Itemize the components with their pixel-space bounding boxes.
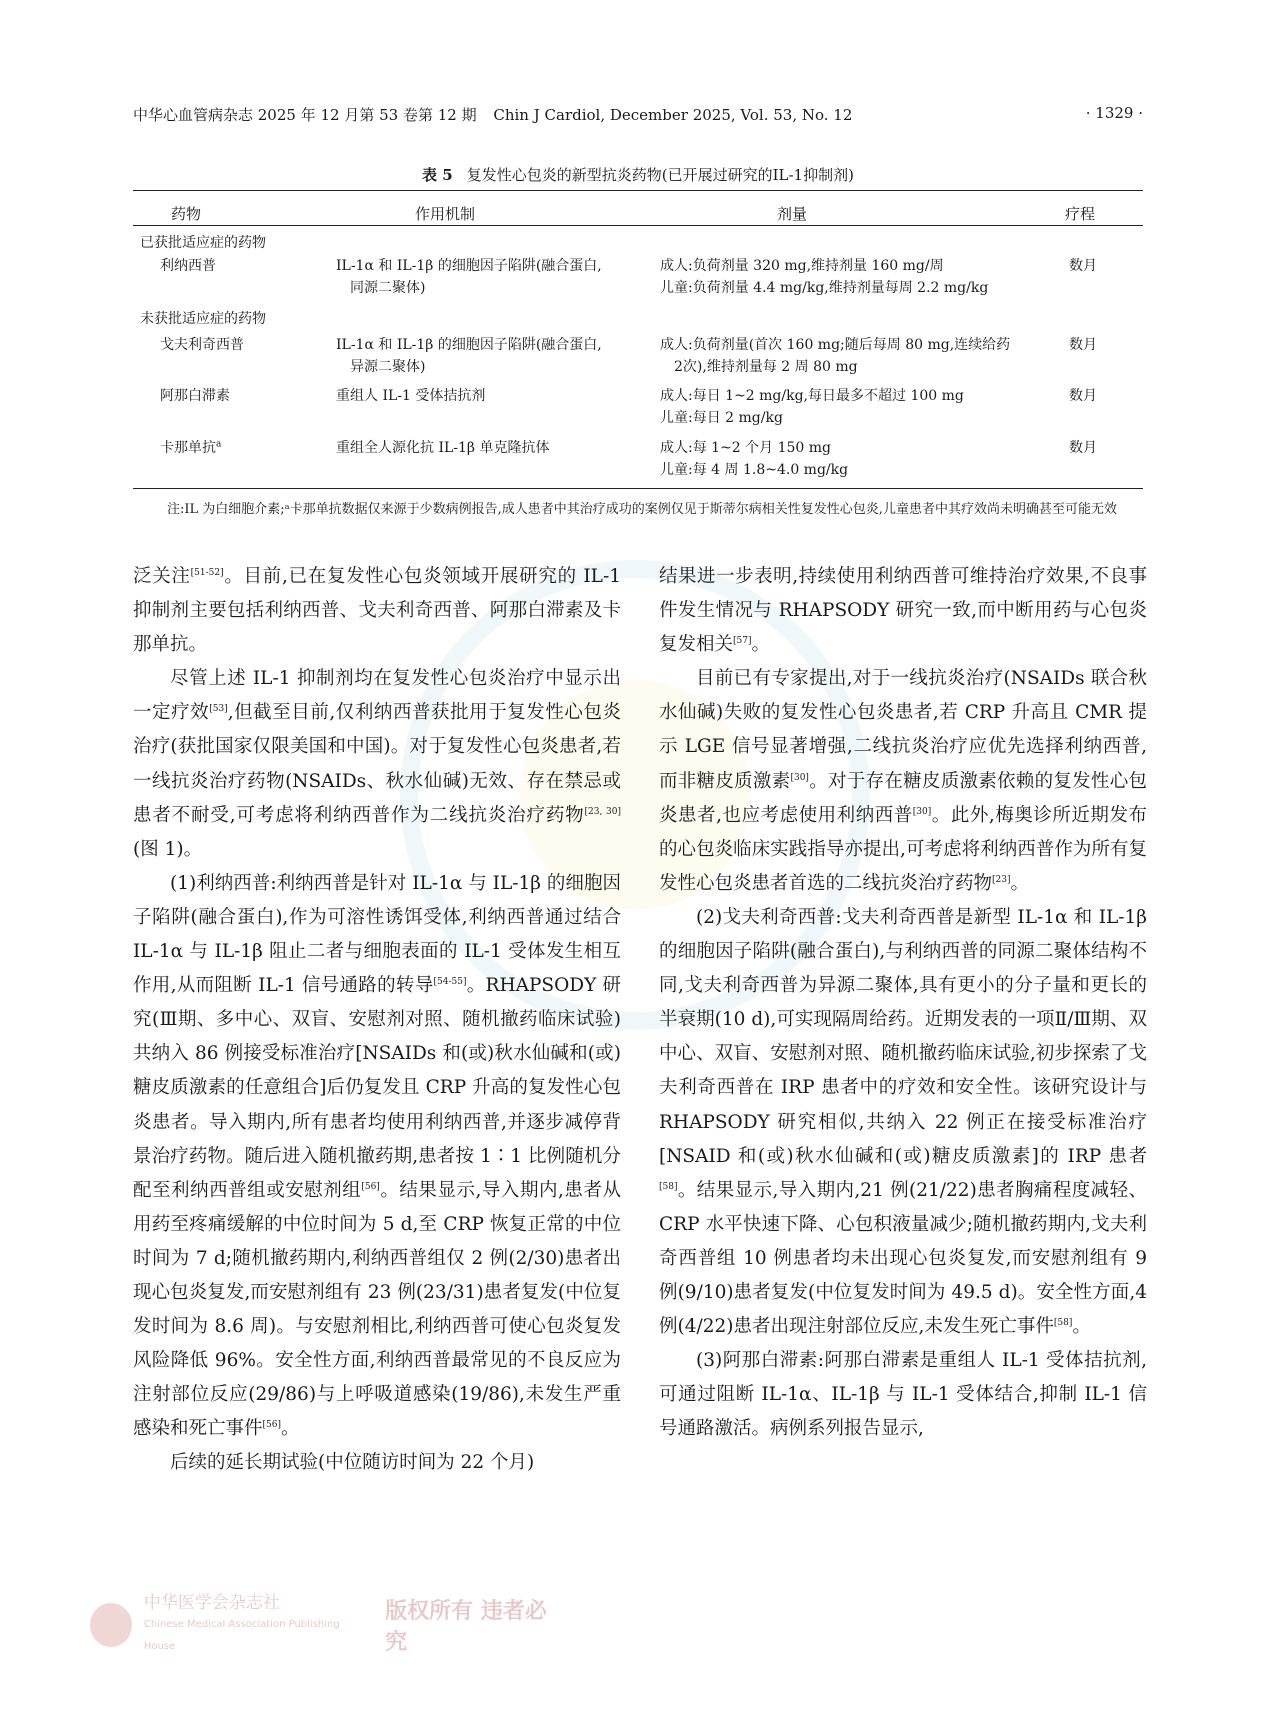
text-run: 泛关注 bbox=[133, 566, 191, 587]
body-column-left bbox=[133, 560, 621, 1481]
publisher-name-cn: 中华医学会杂志社 bbox=[143, 1593, 280, 1613]
page-number: · 1329 · bbox=[1085, 104, 1143, 122]
dose-line: 儿童:每日 2 mg/kg bbox=[660, 410, 783, 426]
citation: [30] bbox=[912, 806, 932, 817]
publisher-name bbox=[144, 1592, 363, 1658]
text-run: 。结果显示,导入期内,21 例(21/22)患者胸痛程度减轻、CRP 水平快速下降、心包积液量减少;随机撤药期内,戈夫利奇西普组 10 例患者均未出现心包炎复发,而安慰剂组有 9 例(9/10)患者复发(中位复发时间为 49.5 d)。安全性方面,4 例(4/22)患者出现注射部位反应,未发生死亡事件 bbox=[659, 1179, 1147, 1338]
category-approved: 已获批适应症的药物 bbox=[140, 235, 266, 251]
paragraph bbox=[659, 662, 1147, 901]
dose-line: 成人:负荷剂量 320 mg,维持剂量 160 mg/周 bbox=[660, 258, 944, 274]
table-cell-mechanism bbox=[336, 437, 656, 459]
mechanism-line: 重组全人源化抗 IL-1β 单克隆抗体 bbox=[336, 440, 550, 456]
text-run: 尽管上述 IL-1 抑制剂均在复发性心包炎治疗中显示出一定疗效 bbox=[133, 668, 621, 724]
citation: [58] bbox=[659, 1181, 678, 1192]
table-caption bbox=[133, 164, 1143, 185]
col-header-course: 疗程 bbox=[1065, 205, 1096, 223]
table-cell-drug bbox=[160, 437, 221, 459]
citation: [30] bbox=[790, 772, 809, 783]
mechanism-line: 同源二聚体) bbox=[350, 280, 426, 296]
table-cell-mechanism bbox=[336, 255, 656, 299]
table-top-rule bbox=[133, 190, 1143, 191]
table-cell-drug: 利纳西普 bbox=[160, 258, 216, 274]
text-run: 。 bbox=[751, 634, 771, 656]
journal-en: Chin J Cardiol, December 2025, Vol. 53, No. 12 bbox=[493, 106, 853, 124]
paragraph: 后续的延长期试验(中位随访时间为 22 个月) bbox=[170, 1452, 535, 1474]
citation: [56] bbox=[361, 1181, 380, 1192]
citation: [57] bbox=[733, 636, 752, 647]
citation: [23] bbox=[992, 874, 1011, 885]
table-cell-dose bbox=[660, 437, 1060, 481]
running-header bbox=[133, 104, 1143, 125]
dose-line: 儿童:每 4 周 1.8~4.0 mg/kg bbox=[660, 462, 849, 478]
copyright-notice: 版权所有 违者必究 bbox=[385, 1599, 547, 1655]
paragraph bbox=[659, 560, 1147, 662]
publisher-logo bbox=[90, 1593, 560, 1655]
category-unapproved: 未获批适应症的药物 bbox=[140, 311, 266, 327]
table-header-rule bbox=[133, 225, 1143, 226]
text-run: ,但截至目前,仅利纳西普获批用于复发性心包炎治疗(获批国家仅限美国和中国)。对于复发性心包炎患者,若一线抗炎治疗药物(NSAIDs、秋水仙碱)无效、存在禁忌或患者不耐受,可考虑将利纳西普作为二线抗炎治疗药物 bbox=[133, 702, 621, 826]
citation: [56] bbox=[262, 1420, 281, 1431]
table-bottom-rule bbox=[133, 488, 1143, 489]
publisher-seal-icon bbox=[90, 1603, 132, 1647]
text-run: 。 bbox=[281, 1418, 300, 1440]
citation: [54-55] bbox=[433, 976, 467, 987]
table-cell-dose bbox=[660, 385, 1060, 429]
publisher-name-en: Chinese Medical Association Publishing House bbox=[143, 1619, 340, 1652]
journal-cn: 中华心血管病杂志 2025 年 12 月第 53 卷第 12 期 bbox=[133, 106, 477, 124]
col-header-dose: 剂量 bbox=[777, 205, 808, 223]
text-run: 。此外,梅奥诊所近期发布的心包炎临床实践指导亦提出,可考虑将利纳西普作为所有复发性心包炎患者首选的二线抗炎治疗药物 bbox=[659, 804, 1147, 894]
paragraph bbox=[659, 901, 1147, 1344]
table-cell-mechanism bbox=[336, 334, 656, 378]
table-cell-course: 数月 bbox=[1069, 337, 1097, 353]
mechanism-line: 异源二聚体) bbox=[350, 359, 426, 375]
dose-line: 2次),维持剂量每 2 周 80 mg bbox=[674, 359, 858, 375]
table-label: 表 5 bbox=[422, 166, 453, 184]
body-column-right bbox=[659, 560, 1147, 1446]
table-cell-dose bbox=[660, 334, 1060, 378]
citation: [53] bbox=[209, 704, 228, 715]
text-run: 。目前,已在复发性心包炎领域开展研究的 IL-1 抑制剂主要包括利纳西普、戈夫利奇西普、阿那白滞素及卡那单抗。 bbox=[133, 566, 621, 656]
paragraph bbox=[133, 867, 621, 1447]
journal-citation bbox=[133, 104, 864, 125]
mechanism-line: 重组人 IL-1 受体拮抗剂 bbox=[336, 388, 486, 404]
text-run: 。结果显示,导入期内,患者从用药至疼痛缓解的中位时间为 5 d,至 CRP 恢复正常的中位时间为 7 d;随机撤药期内,利纳西普组仅 2 例(2/30)患者出现心包炎复发,而安慰剂组有 23 例(23/31)患者复发(中位复发时间为 8.6 周)。与安慰剂相比,利纳西普可使心包炎复发风险降低 96%。安全性方面,利纳西普最常见的不良反应为注射部位反应(29/86)与上呼吸道感染(19/86),未发生严重感染和死亡事件 bbox=[133, 1179, 621, 1440]
table-footnote: 注:IL 为白细胞介素;ᵃ卡那单抗数据仅来源于少数病例报告,成人患者中其治疗成功的案例仅见于斯蒂尔病相关性复发性心包炎,儿童患者中其疗效尚未明确甚至可能无效 bbox=[167, 502, 1117, 517]
table-cell-course: 数月 bbox=[1069, 440, 1097, 456]
text-run: (1)利纳西普:利纳西普是针对 IL-1α 与 IL-1β 的细胞因子陷阱(融合蛋白),作为可溶性诱饵受体,利纳西普通过结合 IL-1α 与 IL-1β 阻止二者与细胞表面的 IL-1 受体发生相互作用,从而阻断 IL-1 信号通路的转导 bbox=[133, 872, 621, 997]
text-run: 。对于存在糖皮质激素依赖的复发性心包炎患者,也应考虑使用利纳西普 bbox=[659, 770, 1147, 826]
table-cell-drug: 阿那白滞素 bbox=[160, 388, 230, 404]
table-title: 复发性心包炎的新型抗炎药物(已开展过研究的IL-1抑制剂) bbox=[466, 166, 854, 184]
text-run: 结果进一步表明,持续使用利纳西普可维持治疗效果,不良事件发生情况与 RHAPSODY 研究一致,而中断用药与心包炎复发相关 bbox=[659, 566, 1147, 656]
citation: [58] bbox=[1053, 1317, 1073, 1328]
table-cell-drug: 戈夫利奇西普 bbox=[160, 337, 244, 353]
citation: [23, 30] bbox=[584, 806, 621, 817]
mechanism-line: IL-1α 和 IL-1β 的细胞因子陷阱(融合蛋白, bbox=[336, 337, 602, 353]
table-cell-dose bbox=[660, 255, 1060, 299]
footnote-marker: a bbox=[216, 439, 222, 450]
col-header-mechanism: 作用机制 bbox=[415, 205, 476, 223]
text-run: 。 bbox=[1072, 1316, 1091, 1338]
table-header-row bbox=[133, 203, 1143, 225]
text-run: 目前已有专家提出,对于一线抗炎治疗(NSAIDs 联合秋水仙碱)失败的复发性心包炎患者,若 CRP 升高且 CMR 提示 LGE 信号显著增强,二线抗炎治疗应优先选择利纳西普,而非糖皮质激素 bbox=[659, 668, 1147, 792]
table-cell-course: 数月 bbox=[1069, 388, 1097, 404]
col-header-drug: 药物 bbox=[171, 205, 202, 223]
dose-line: 儿童:负荷剂量 4.4 mg/kg,维持剂量每周 2.2 mg/kg bbox=[660, 280, 989, 296]
dose-line: 成人:每日 1~2 mg/kg,每日最多不超过 100 mg bbox=[660, 388, 964, 404]
citation: [51-52] bbox=[190, 567, 224, 578]
text-run: (图 1)。 bbox=[133, 838, 203, 860]
table-cell-mechanism bbox=[336, 385, 656, 407]
drug-name: 卡那单抗 bbox=[160, 440, 216, 456]
paragraph: (3)阿那白滞素:阿那白滞素是重组人 IL-1 受体拮抗剂,可通过阻断 IL-1α、IL-1β 与 IL-1 受体结合,抑制 IL-1 信号通路激活。病例系列报告显示, bbox=[659, 1350, 1147, 1440]
text-run: 。RHAPSODY 研究(Ⅲ期、多中心、双盲、安慰剂对照、随机撤药临床试验)共纳入 86 例接受标准治疗[NSAIDs 和(或)秋水仙碱和(或)糖皮质激素的任意组合]后仍复发且 CRP 升高的复发性心包炎患者。导入期内,所有患者均使用利纳西普,并逐步减停背景治疗药物。随后进入随机撤药期,患者按 1∶1 比例随机分配至利纳西普组或安慰剂组 bbox=[133, 975, 621, 1201]
dose-line: 成人:负荷剂量(首次 160 mg;随后每周 80 mg,连续给药 bbox=[660, 337, 1011, 353]
text-run: 。 bbox=[1010, 872, 1030, 894]
mechanism-line: IL-1α 和 IL-1β 的细胞因子陷阱(融合蛋白, bbox=[336, 258, 602, 274]
table-cell-course: 数月 bbox=[1069, 258, 1097, 274]
paragraph bbox=[133, 560, 621, 662]
paragraph bbox=[133, 662, 621, 867]
text-run: (2)戈夫利奇西普:戈夫利奇西普是新型 IL-1α 和 IL-1β 的细胞因子陷阱(融合蛋白),与利纳西普的同源二聚体结构不同,戈夫利奇西普为异源二聚体,具有更小的分子量和更长的半衰期(10 d),可实现隔周给药。近期发表的一项Ⅱ/Ⅲ期、双中心、双盲、安慰剂对照、随机撤药临床试验,初步探索了戈夫利奇西普在 IRP 患者中的疗效和安全性。该研究设计与 RHAPSODY 研究相似,共纳入 22 例正在接受标准治疗[NSAID 和(或)秋水仙碱和(或)糖皮质激素]的 IRP 患者 bbox=[659, 906, 1147, 1167]
dose-line: 成人:每 1~2 个月 150 mg bbox=[660, 440, 832, 456]
